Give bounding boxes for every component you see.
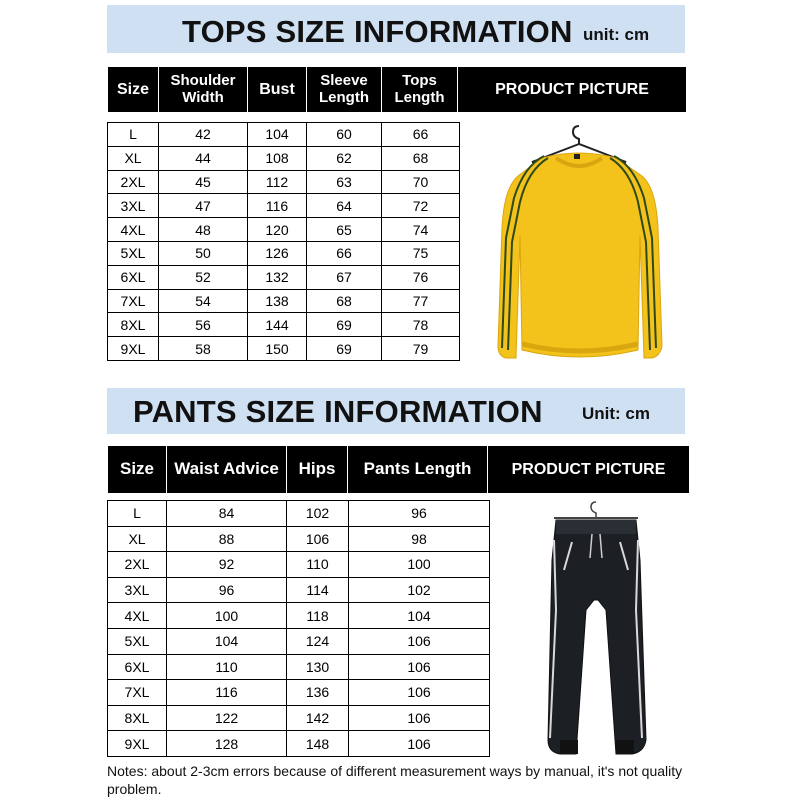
tops-banner [107,5,685,53]
tops-table-cell: 48 [159,218,248,242]
tops-table-cell: 9XL [108,337,159,361]
pants-table-cell: L [108,501,167,527]
tops-unit: unit: cm [583,25,650,44]
tops-size-table [107,122,460,361]
pants-header-table [107,445,690,494]
tops-table-row [108,170,460,194]
pants-table-cell: 96 [167,577,287,603]
pants-table-row [108,731,490,757]
tops-col-shoulder: Shoulder Width [159,67,248,113]
pants-table-cell: 5XL [108,628,167,654]
pants-table-row [108,603,490,629]
notes-text: Notes: about 2-3cm errors because of different measurement ways by manual, it's not quality problem. [107,763,683,797]
pants-banner [107,388,685,434]
tops-table-cell: 66 [307,241,382,265]
pants-col-length: Pants Length [348,446,488,494]
pants-table-cell: 114 [287,577,349,603]
tops-table-cell: 58 [159,337,248,361]
pants-table-row [108,501,490,527]
pants-table-cell: 128 [167,731,287,757]
pants-table-row [108,705,490,731]
tops-table-cell: 126 [248,241,307,265]
pants-table-row [108,526,490,552]
pants-col-waist: Waist Advice [167,446,287,494]
tops-table-cell: 52 [159,265,248,289]
tops-table-cell: 54 [159,289,248,313]
tops-col-bust: Bust [248,67,307,113]
tops-table-cell: 4XL [108,218,159,242]
pants-table-cell: 106 [349,680,490,706]
pants-col-hips: Hips [287,446,348,494]
pants-table-cell: 110 [167,654,287,680]
pants-table-cell: 104 [349,603,490,629]
tops-table-cell: 8XL [108,313,159,337]
pants-table-cell: 2XL [108,552,167,578]
tops-table-cell: 7XL [108,289,159,313]
tops-table-cell: 63 [307,170,382,194]
tops-table-cell: 50 [159,241,248,265]
pants-table-cell: 106 [349,654,490,680]
tops-table-cell: 45 [159,170,248,194]
pants-table-cell: 104 [167,628,287,654]
tops-table-cell: 112 [248,170,307,194]
tops-table-row [108,337,460,361]
pants-size-table [107,500,490,757]
pants-product-picture-header: PRODUCT PICTURE [488,446,690,494]
pants-table-cell: 98 [349,526,490,552]
tops-table-cell: 75 [382,241,460,265]
tops-table-cell: 132 [248,265,307,289]
tops-table-row [108,146,460,170]
pants-table-cell: 102 [287,501,349,527]
pants-table-row [108,552,490,578]
tops-table-cell: 64 [307,194,382,218]
tops-table-cell: 69 [307,313,382,337]
pants-table-cell: 96 [349,501,490,527]
tops-col-sleeve: Sleeve Length [307,67,382,113]
tops-table-cell: 69 [307,337,382,361]
pants-table-row [108,577,490,603]
tops-table-cell: 79 [382,337,460,361]
tops-table-cell: 3XL [108,194,159,218]
tops-table-cell: 74 [382,218,460,242]
tops-table-row [108,241,460,265]
tops-table-cell: 56 [159,313,248,337]
tops-table-cell: 66 [382,123,460,147]
tops-table-cell: 70 [382,170,460,194]
pants-table-cell: 124 [287,628,349,654]
pants-table-cell: 84 [167,501,287,527]
tops-table-cell: 62 [307,146,382,170]
tops-table-cell: XL [108,146,159,170]
pants-table-cell: 9XL [108,731,167,757]
tops-product-picture-header: PRODUCT PICTURE [458,67,687,113]
tops-table-cell: 6XL [108,265,159,289]
tops-table-row [108,194,460,218]
tops-table-row [108,289,460,313]
tops-table-cell: 60 [307,123,382,147]
tops-table-cell: 47 [159,194,248,218]
pants-table-cell: 106 [349,628,490,654]
pants-table-cell: 102 [349,577,490,603]
tops-table-cell: 2XL [108,170,159,194]
pants-table-cell: 106 [349,705,490,731]
tops-table-cell: 138 [248,289,307,313]
tops-table-cell: 77 [382,289,460,313]
pants-table-cell: 106 [349,731,490,757]
tops-table-cell: L [108,123,159,147]
tops-table-cell: 72 [382,194,460,218]
tops-table-cell: 108 [248,146,307,170]
tops-table-cell: 68 [382,146,460,170]
pants-col-size: Size [108,446,167,494]
tops-table-row [108,123,460,147]
tops-table-cell: 116 [248,194,307,218]
pants-image [536,500,656,762]
pants-table-cell: 110 [287,552,349,578]
pants-table-cell: 136 [287,680,349,706]
pants-unit: Unit: cm [582,404,650,423]
tops-col-length: Tops Length [382,67,458,113]
tops-table-cell: 65 [307,218,382,242]
tops-table-cell: 68 [307,289,382,313]
pants-table-cell: 106 [287,526,349,552]
pants-table-cell: 142 [287,705,349,731]
tops-table-cell: 5XL [108,241,159,265]
tops-table-cell: 144 [248,313,307,337]
pants-table-cell: 100 [167,603,287,629]
tops-table-cell: 150 [248,337,307,361]
tops-table-cell: 78 [382,313,460,337]
pants-table-cell: 100 [349,552,490,578]
tops-title: TOPS SIZE INFORMATION [182,14,573,49]
sweatshirt-image [484,118,674,378]
tops-table-row [108,265,460,289]
tops-table-cell: 44 [159,146,248,170]
tops-table-cell: 42 [159,123,248,147]
pants-table-cell: 130 [287,654,349,680]
pants-table-cell: 122 [167,705,287,731]
pants-table-row [108,654,490,680]
tops-col-size: Size [108,67,159,113]
pants-table-cell: 148 [287,731,349,757]
tops-table-row [108,218,460,242]
pants-table-cell: 118 [287,603,349,629]
pants-table-row [108,680,490,706]
tops-table-cell: 76 [382,265,460,289]
pants-table-cell: 92 [167,552,287,578]
pants-table-row [108,628,490,654]
tops-table-cell: 120 [248,218,307,242]
pants-title: PANTS SIZE INFORMATION [133,394,543,429]
pants-table-cell: 116 [167,680,287,706]
pants-table-cell: 4XL [108,603,167,629]
pants-table-cell: 3XL [108,577,167,603]
pants-table-cell: 88 [167,526,287,552]
pants-table-cell: 6XL [108,654,167,680]
tops-header-table [107,66,687,113]
tops-table-cell: 67 [307,265,382,289]
pants-table-cell: 8XL [108,705,167,731]
tops-table-row [108,313,460,337]
pants-table-cell: 7XL [108,680,167,706]
tops-table-cell: 104 [248,123,307,147]
pants-table-cell: XL [108,526,167,552]
